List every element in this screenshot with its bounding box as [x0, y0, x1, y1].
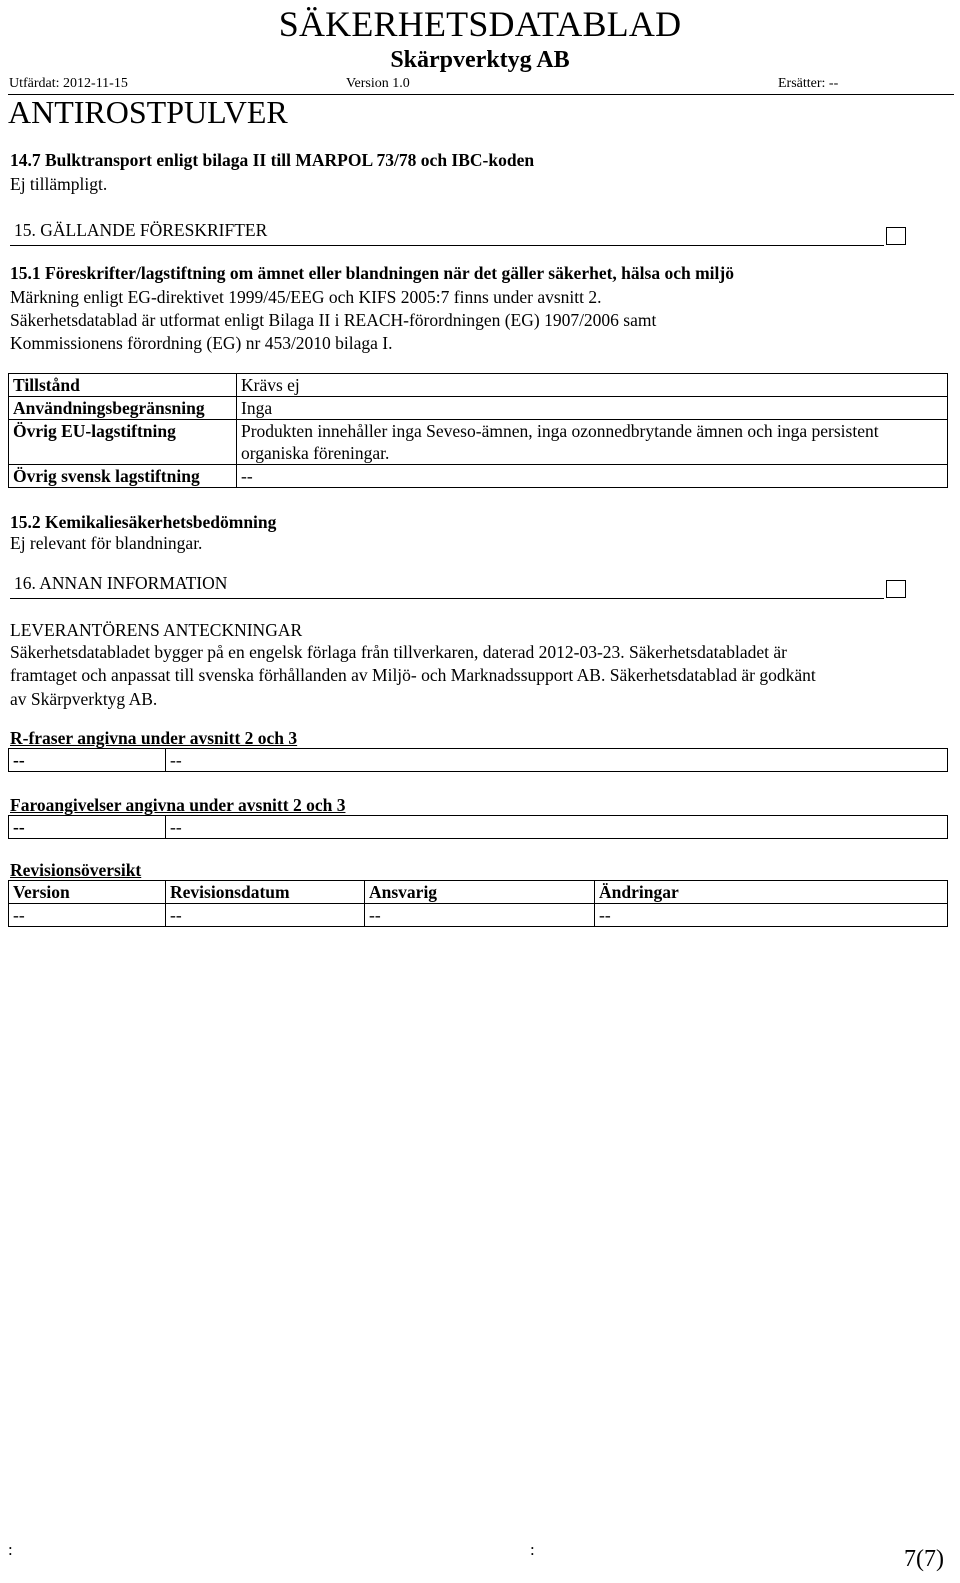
regulation-value: -- [237, 465, 948, 488]
section-15-2-heading: 15.2 Kemikaliesäkerhetsbedömning [10, 512, 277, 532]
section-15-2-text: Ej relevant för blandningar. [10, 533, 203, 553]
regulation-label: Tillstånd [9, 374, 237, 397]
section-14-7-heading: 14.7 Bulktransport enligt bilaga II till MARPOL 73/78 och IBC-koden [10, 150, 535, 170]
section-15-1-line-1: Märkning enligt EG-direktivet 1999/45/EEG och KIFS 2005:7 finns under avsnitt 2. [10, 287, 602, 307]
product-name: ANTIROSTPULVER [8, 94, 288, 130]
regulation-label: Övrig svensk lagstiftning [9, 465, 237, 488]
regulations-table [8, 373, 948, 488]
r-phrases-table [8, 748, 948, 772]
column-header: Ansvarig [365, 881, 595, 904]
hazard-statements-heading: Faroangivelser angivna under avsnitt 2 och 3 [10, 795, 346, 815]
section-16-heading: 16. ANNAN INFORMATION [14, 573, 228, 593]
table-cell: -- [166, 904, 365, 927]
hazard-code: -- [9, 816, 166, 839]
version-label: Version 1.0 [346, 76, 410, 91]
section-15-heading: 15. GÄLLANDE FÖRESKRIFTER [14, 220, 268, 240]
table-row [9, 465, 948, 488]
section-15-1-line-3: Kommissionens förordning (EG) nr 453/2010 bilaga I. [10, 333, 393, 353]
page-number: 7(7) [904, 1546, 944, 1572]
table-row [9, 397, 948, 420]
footer-left: : [8, 1540, 13, 1559]
r-phrase-text: -- [166, 749, 948, 772]
section-15-divider [10, 245, 884, 246]
regulation-label: Användningsbegränsning [9, 397, 237, 420]
section-15-checkbox[interactable] [886, 227, 906, 245]
company-name: Skärpverktyg AB [390, 47, 570, 73]
table-row [9, 816, 948, 839]
table-header-row [9, 881, 948, 904]
column-header: Revisionsdatum [166, 881, 365, 904]
table-row [9, 420, 948, 465]
section-15-1-heading: 15.1 Föreskrifter/lagstiftning om ämnet eller blandningen när det gäller säkerhet, hälsa och miljö [10, 263, 734, 283]
hazard-text: -- [166, 816, 948, 839]
table-cell: -- [9, 904, 166, 927]
hazard-statements-table [8, 815, 948, 839]
supplier-notes-line-3: av Skärpverktyg AB. [10, 689, 158, 709]
table-cell: -- [365, 904, 595, 927]
revision-heading: Revisionsöversikt [10, 860, 142, 880]
section-14-7-text: Ej tillämpligt. [10, 174, 108, 194]
regulation-value: Inga [237, 397, 948, 420]
regulation-value: Krävs ej [237, 374, 948, 397]
r-phrases-heading: R-fraser angivna under avsnitt 2 och 3 [10, 728, 298, 748]
column-header: Version [9, 881, 166, 904]
supplier-notes-line-2: framtaget och anpassat till svenska förhållanden av Miljö- och Marknadssupport AB. Säkerhetsdatablad är godkänt [10, 665, 816, 685]
replaces-label: Ersätter: -- [778, 76, 839, 91]
revision-table [8, 880, 948, 927]
section-16-checkbox[interactable] [886, 580, 906, 598]
supplier-notes-heading: LEVERANTÖRENS ANTECKNINGAR [10, 620, 303, 640]
table-row [9, 749, 948, 772]
section-15-1-line-2: Säkerhetsdatablad är utformat enligt Bilaga II i REACH-förordningen (EG) 1907/2006 samt [10, 310, 657, 330]
column-header: Ändringar [595, 881, 948, 904]
table-row [9, 374, 948, 397]
document-title: SÄKERHETSDATABLAD [278, 4, 682, 44]
regulation-label: Övrig EU-lagstiftning [9, 420, 237, 465]
regulation-value: Produkten innehåller inga Seveso-ämnen, inga ozonnedbrytande ämnen och inga persistent organiska föreningar. [237, 420, 948, 465]
table-row [9, 904, 948, 927]
table-cell: -- [595, 904, 948, 927]
r-phrase-code: -- [9, 749, 166, 772]
section-16-divider [10, 598, 884, 599]
footer-center: : [530, 1540, 535, 1559]
issued-date: Utfärdat: 2012-11-15 [9, 76, 128, 91]
supplier-notes-line-1: Säkerhetsdatabladet bygger på en engelsk förlaga från tillverkaren, daterad 2012-03-23. Säkerhetsdatabladet är [10, 642, 787, 662]
